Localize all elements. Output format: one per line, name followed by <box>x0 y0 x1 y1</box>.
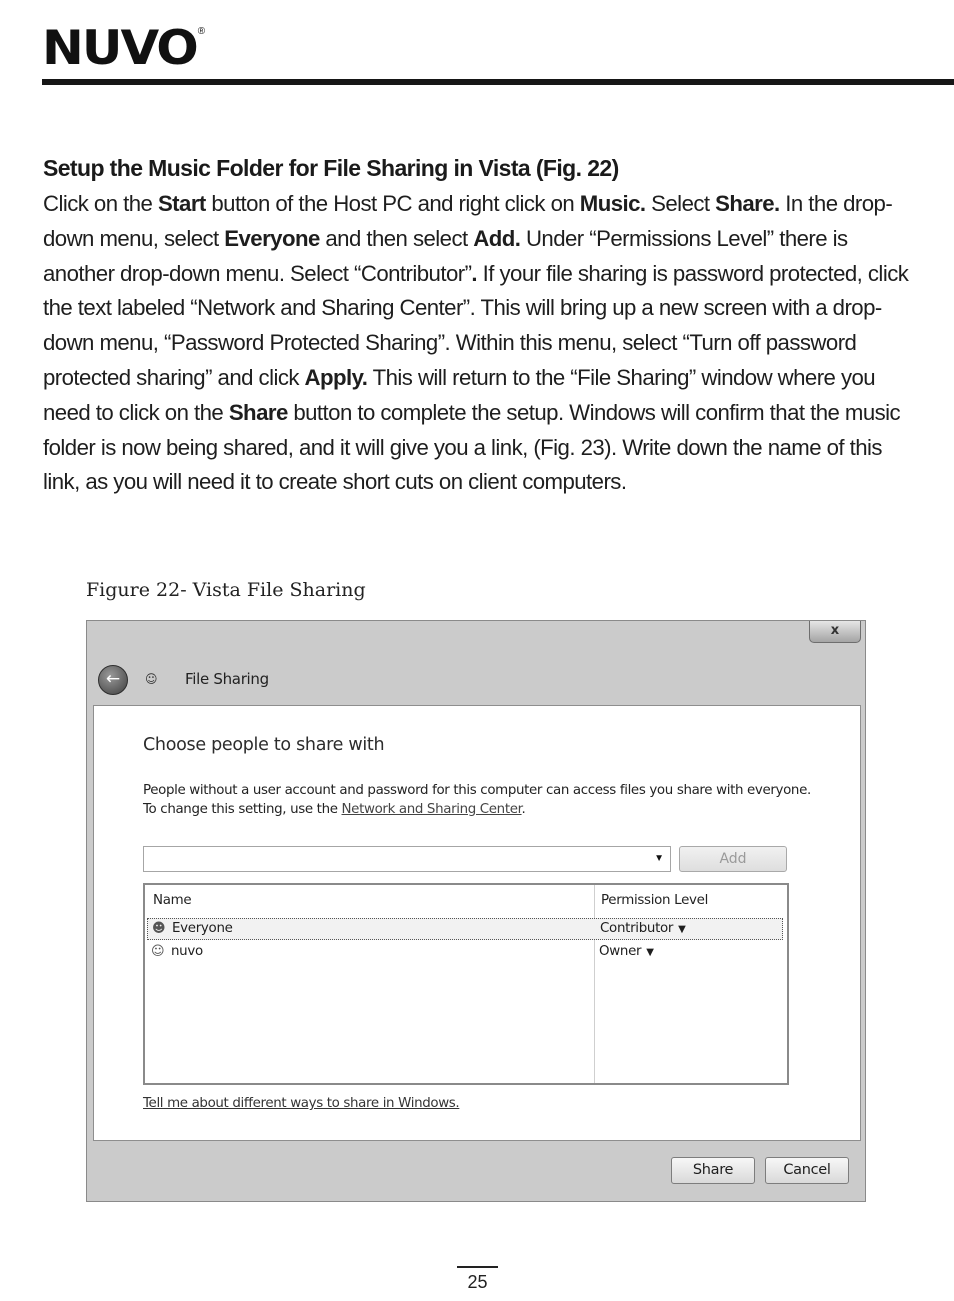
text-run: In the drop-down menu, select <box>43 191 893 251</box>
page-number: 25 <box>467 1272 488 1292</box>
share-button[interactable]: Share <box>671 1157 755 1184</box>
dropdown-arrow-icon: ▼ <box>646 947 654 958</box>
permission-value: Contributor <box>600 921 674 936</box>
text-run: This will return to the “File Sharing” window where you need to click on the <box>43 364 876 425</box>
section-title: Setup the Music Folder for File Sharing in Vista (Fig. 22) <box>43 155 619 181</box>
people-icon: ☺ <box>145 672 158 686</box>
row-name: nuvo <box>171 944 203 959</box>
row-name: Everyone <box>172 921 233 936</box>
sharing-list <box>143 883 789 1085</box>
network-sharing-center-link[interactable]: Network and Sharing Center <box>341 802 522 817</box>
file-sharing-window <box>86 620 866 1202</box>
bold-run: Apply. <box>304 364 368 390</box>
logo-wordmark: NUVO <box>42 20 197 76</box>
bold-run: Share <box>228 399 288 425</box>
bold-run: Share. <box>715 191 780 216</box>
bold-run: Music. <box>579 191 646 216</box>
cancel-button[interactable]: Cancel <box>765 1157 849 1184</box>
bold-run: Add. <box>473 225 521 251</box>
nuvo-logo <box>42 22 205 74</box>
sharing-help-link[interactable]: Tell me about different ways to share in Windows. <box>143 1096 460 1111</box>
sharing-info <box>143 781 843 819</box>
registered-mark: ® <box>197 26 206 37</box>
user-select-dropdown[interactable] <box>143 846 671 872</box>
text-run: button of the Host PC and right click on <box>205 191 580 216</box>
list-row[interactable] <box>147 942 783 964</box>
permission-dropdown[interactable] <box>600 919 686 940</box>
text-run: Select <box>645 191 716 216</box>
column-header-name[interactable]: Name <box>153 893 192 908</box>
bold-run: Start <box>157 191 206 216</box>
list-row[interactable] <box>147 918 783 940</box>
dialog-heading: Choose people to share with <box>143 735 385 755</box>
column-divider <box>594 885 595 1083</box>
text-run: button to complete the setup. Windows will confirm that the music folder is now being shared, and it will give you a link, (Fig. 23). Write down the name of this link, as you will need it to create short cuts on client computers. <box>43 399 901 495</box>
dropdown-arrow-icon: ▼ <box>678 924 686 935</box>
add-button[interactable]: Add <box>679 846 787 872</box>
text-run: and then select <box>319 225 474 251</box>
close-button[interactable]: x <box>809 621 861 643</box>
permission-dropdown[interactable] <box>599 942 654 963</box>
user-icon: ☺ <box>151 944 165 959</box>
permission-value: Owner <box>599 944 642 959</box>
bold-run: . <box>471 260 478 286</box>
bold-run: Everyone <box>224 225 320 251</box>
info-text: . <box>521 802 526 817</box>
info-text: To change this setting, use the <box>143 802 342 817</box>
header-rule <box>42 79 954 85</box>
dialog-content <box>93 705 861 1141</box>
info-text: People without a user account and password for this computer can access files you share with everyone. <box>143 783 811 798</box>
text-run: Under “Permissions Level” there is another drop-down menu. Select “Contributor” <box>43 225 848 286</box>
dropdown-arrow-icon: ▼ <box>654 853 664 864</box>
window-title: File Sharing <box>185 670 269 688</box>
figure-caption: Figure 22- Vista File Sharing <box>86 579 366 601</box>
text-run: Click on the <box>43 191 158 216</box>
text-run: If your file sharing is password protected, click the text labeled “Network and Sharing Center”. This will bring up a new screen with a drop-down menu, “Password Protected Sharing”. Within this menu, select “Turn off password protected sharing” and click <box>43 260 909 390</box>
instructions-paragraph <box>43 187 913 500</box>
group-icon: ☻ <box>152 921 166 936</box>
column-header-permission[interactable]: Permission Level <box>601 893 709 908</box>
back-arrow-icon[interactable]: ← <box>98 665 128 695</box>
page-number-rule <box>457 1266 498 1268</box>
